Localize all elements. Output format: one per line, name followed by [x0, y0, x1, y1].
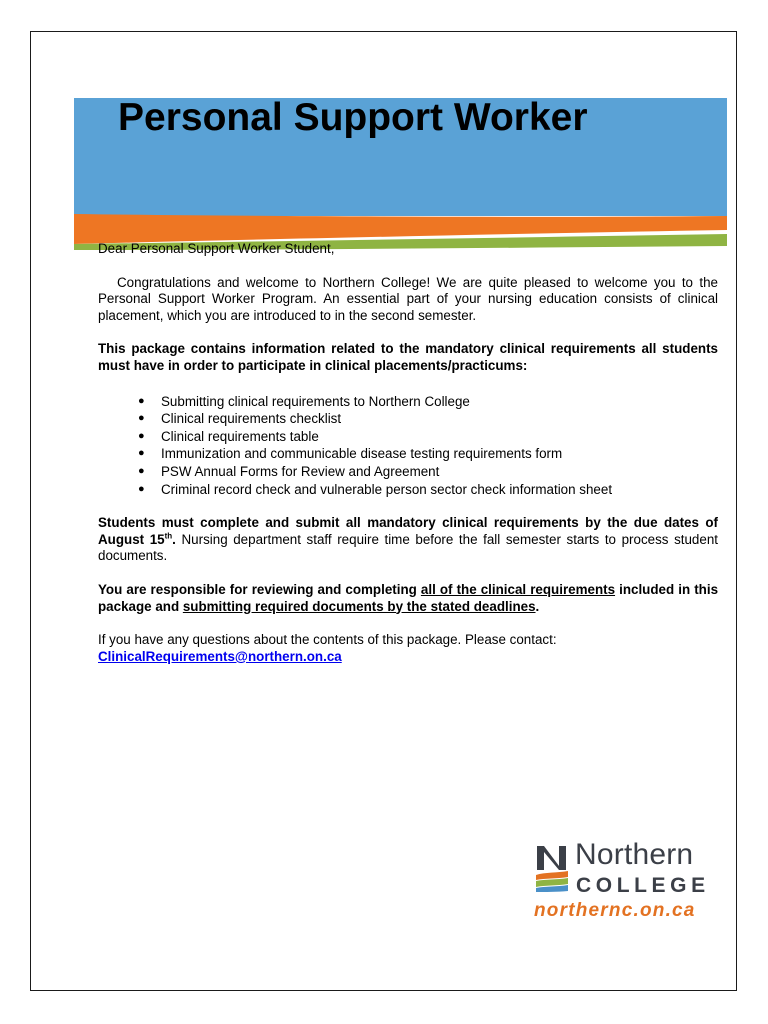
- bullet-icon: ●: [138, 464, 145, 477]
- bullet-icon: ●: [138, 447, 145, 460]
- list-item: ● PSW Annual Forms for Review and Agreement: [138, 463, 440, 479]
- bullet-icon: ●: [138, 394, 145, 407]
- contact-email-line: [98, 649, 718, 666]
- logo-college-text: COLLEGE: [576, 874, 710, 897]
- bullet-icon: ●: [138, 429, 145, 442]
- northern-college-logo: [534, 838, 715, 924]
- greeting: Dear Personal Support Worker Student,: [98, 241, 335, 256]
- list-item: ● Criminal record check and vulnerable person sector check information sheet: [138, 481, 613, 497]
- list-item: ● Clinical requirements checklist: [138, 411, 342, 427]
- deadline-paragraph: Students must complete and submit all mandatory clinical requirements by the due dates of August 15th. Nursing department staff require time before the fall semester starts to process student documents.: [98, 515, 718, 564]
- contact-email-link[interactable]: ClinicalRequirements@northern.on.ca: [98, 648, 342, 664]
- logo-url: northernc.on.ca: [534, 900, 696, 921]
- bullet-icon: ●: [138, 482, 145, 495]
- list-item: ● Clinical requirements table: [138, 428, 319, 444]
- header-banner: [74, 98, 727, 258]
- requirements-list: [98, 393, 718, 499]
- bullet-icon: ●: [138, 412, 145, 425]
- logo-n-mark-icon: [535, 846, 569, 892]
- list-item: ● Submitting clinical requirements to Northern College: [138, 393, 470, 409]
- page-title: Personal Support Worker: [118, 96, 588, 139]
- list-item: ● Immunization and communicable disease testing requirements form: [138, 446, 563, 462]
- logo-northern-text: Northern: [575, 838, 694, 871]
- contact-text: If you have any questions about the contents of this package. Please contact:: [98, 632, 557, 648]
- letter-body: [98, 241, 718, 665]
- document-page: [30, 31, 737, 991]
- intro-paragraph: Congratulations and welcome to Northern College! We are quite pleased to welcome you to the Personal Support Worker Program. An essential part of your nursing education consists of clinical placement, which you are introduced to in the second semester.: [98, 274, 718, 323]
- responsibility-paragraph: You are responsible for reviewing and completing all of the clinical requirements included in this package and submitting required documents by the stated deadlines.: [98, 581, 719, 614]
- package-info: This package contains information related to the mandatory clinical requirements all students must have in order to participate in clinical placements/practicums:: [98, 341, 718, 373]
